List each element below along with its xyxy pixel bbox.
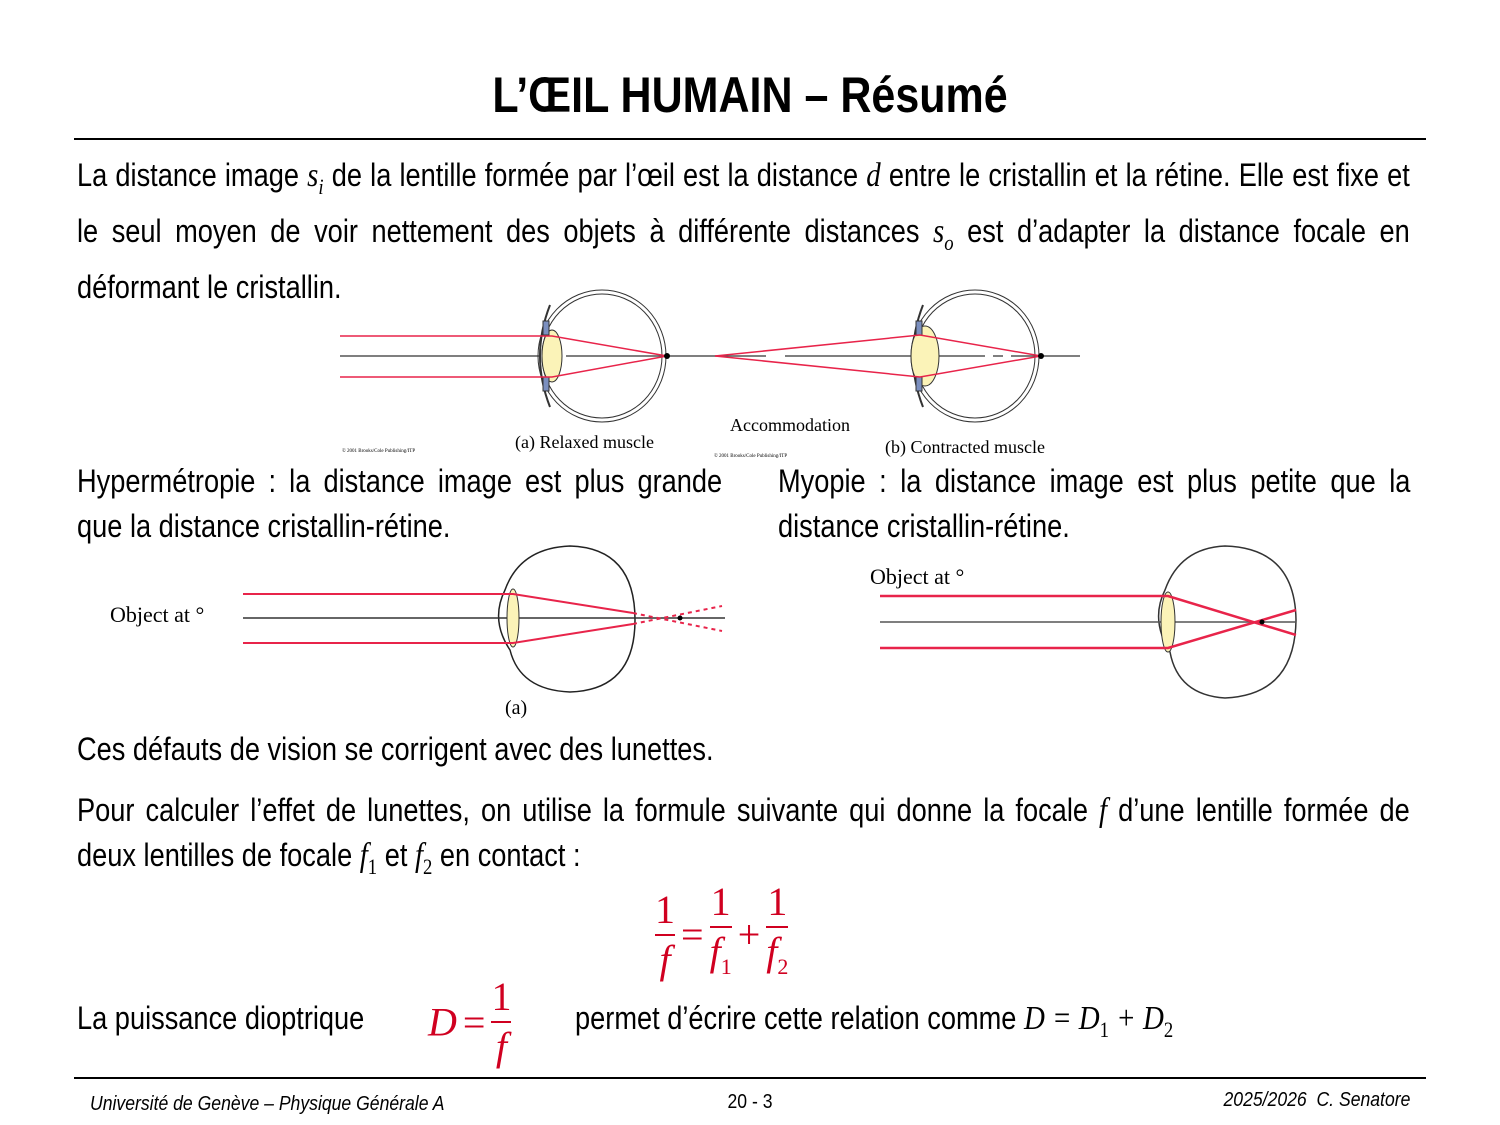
myopia-figure [860, 540, 1310, 710]
copyright: © 2001 Brooks/Cole Publishing/ITP [342, 449, 416, 454]
power-formula: D = $\frac{1}{f}$ [428, 974, 512, 1069]
footer-institution: Université de Genève – Physique Générale A [90, 1093, 445, 1115]
label-accommodation: Accommodation [730, 415, 850, 435]
text: de la lentille formée par l’œil est la distance [323, 157, 867, 193]
math-si: $s_i$ [307, 157, 324, 199]
copyright: © 2001 Brooks/Cole Publishing/ITP [714, 454, 788, 459]
slide-title: L’ŒIL HUMAIN – Résumé [492, 67, 1008, 123]
lens-formula: $\frac{1}{f}$ = $\frac{1}{f_1}$ + $\frac{1}{f_2}$ [655, 879, 789, 982]
accommodation-figure [330, 285, 1090, 460]
figure-caption: (a) [505, 697, 528, 719]
correction-text: Ces défauts de vision se corrigent avec des lunettes. [77, 731, 714, 767]
text: entre le cristallin et la rétine. Elle est fixe et le seul moyen de voir nettement des objets à différente distances [77, 157, 1410, 249]
footer-author: 2025/2026 C. Senatore [1223, 1089, 1410, 1111]
math-so: $s_o$ [933, 212, 954, 255]
myopia-text: Myopie : la distance image est plus petite que la distance cristallin-rétine. [778, 463, 1411, 544]
label-relaxed: (a) Relaxed muscle [515, 432, 654, 452]
label-contracted: (b) Contracted muscle [885, 437, 1045, 457]
object-label: Object at ° [870, 564, 965, 589]
text: La distance image [77, 157, 308, 193]
hyperopia-text: Hypermétropie : la distance image est plus grande que la distance cristallin-rétine. [77, 463, 723, 544]
title-divider [74, 138, 1426, 140]
power-relation: permet d’écrire cette relation comme $D = D_1 + D_2$ [575, 1000, 1174, 1042]
hyperopia-figure [100, 540, 740, 720]
footer-divider [74, 1077, 1426, 1079]
math-d: d [866, 157, 881, 194]
power-label: La puissance dioptrique [77, 1000, 365, 1036]
page-number: 20 - 3 [727, 1091, 773, 1113]
text: est d’adapter la distance focale en déformant le cristallin. [77, 212, 1410, 305]
formula-intro: Pour calculer l’effet de lunettes, on utilise la formule suivante qui donne la focale f d’une lentille formée de deux lentilles de focale $f_1$ et $f_2$ en contact : [77, 792, 1410, 879]
object-label: Object at ° [110, 602, 205, 627]
